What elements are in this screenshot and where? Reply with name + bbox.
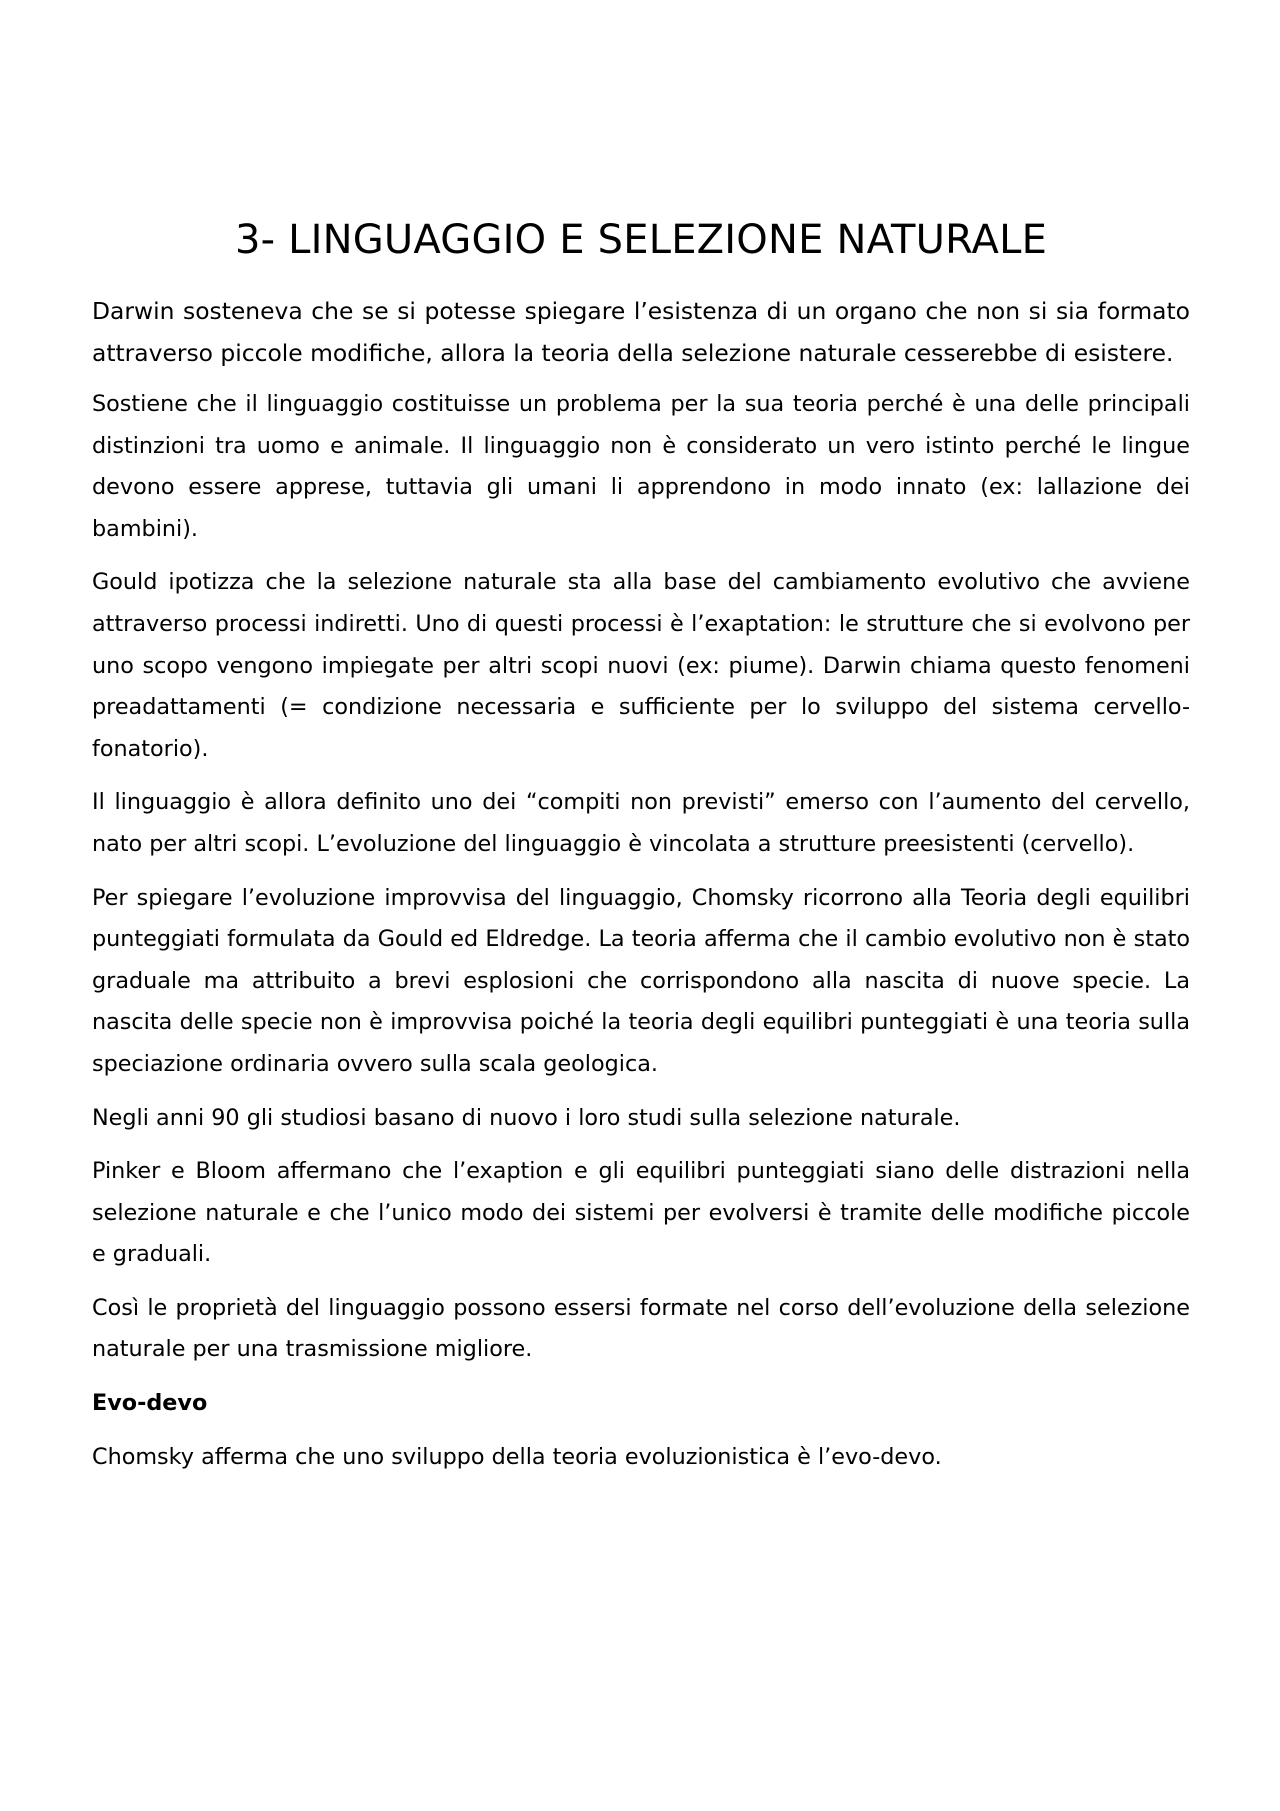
paragraph-language-problem: Sostiene che il linguaggio costituisse un problema per la sua teoria perché è una delle principali distinzioni tra uomo e animale. Il linguaggio non è considerato un vero istinto perché le lingue devono essere apprese, tuttavia gli umani li apprendono in modo innato (ex: lallazione dei bambini).	[92, 391, 1190, 542]
document-title: 3- LINGUAGGIO E SELEZIONE NATURALE	[234, 217, 1048, 263]
paragraph-punctuated-equilibria: Per spiegare l’evoluzione improvvisa del linguaggio, Chomsky ricorrono alla Teoria degli equilibri punteggiati formulata da Gould ed Eldredge. La teoria afferma che il cambio evolutivo non è stato graduale ma attribuito a brevi esplosioni che corrispondono alla nascita di nuove specie. La nascita delle specie non è improvvisa poiché la teoria degli equilibri punteggiati è una teoria sulla speciazione ordinaria ovvero sulla scala geologica.	[92, 884, 1190, 1077]
subheading-evo-devo: Evo-devo	[92, 1390, 208, 1417]
paragraph-chomsky-evo-devo: Chomsky afferma che uno sviluppo della teoria evoluzionistica è l’evo-devo.	[92, 1443, 942, 1470]
paragraph-language-properties: Così le proprietà del linguaggio possono essersi formate nel corso dell’evoluzione della selezione naturale per una trasmissione migliore.	[92, 1294, 1190, 1363]
paragraph-unforeseen-tasks: Il linguaggio è allora definito uno dei “compiti non previsti” emerso con l’aumento del cervello, nato per altri scopi. L’evoluzione del linguaggio è vincolata a strutture preesistenti (cervello).	[92, 789, 1190, 857]
paragraph-nineties: Negli anni 90 gli studiosi basano di nuovo i loro studi sulla selezione naturale.	[92, 1104, 961, 1131]
paragraph-darwin: Darwin sosteneva che se si potesse spiegare l’esistenza di un organo che non si sia formato attraverso piccole modifiche, allora la teoria della selezione naturale cesserebbe di esistere.	[92, 297, 1190, 367]
paragraph-gould-exaptation: Gould ipotizza che la selezione naturale sta alla base del cambiamento evolutivo che avviene attraverso processi indiretti. Uno di questi processi è l’exaptation: le strutture che si evolvono per uno scopo vengono impiegate per altri scopi nuovi (ex: piume). Darwin chiama questo fenomeni preadattamenti (= condizione necessaria e sufficiente per lo sviluppo del sistema cervello-fonatorio).	[92, 569, 1190, 762]
document-page	[92, 210, 1190, 1490]
paragraph-pinker-bloom: Pinker e Bloom affermano che l’exaption e gli equilibri punteggiati siano delle distrazioni nella selezione naturale e che l’unico modo dei sistemi per evolversi è tramite delle modifiche piccole e graduali.	[92, 1158, 1190, 1268]
